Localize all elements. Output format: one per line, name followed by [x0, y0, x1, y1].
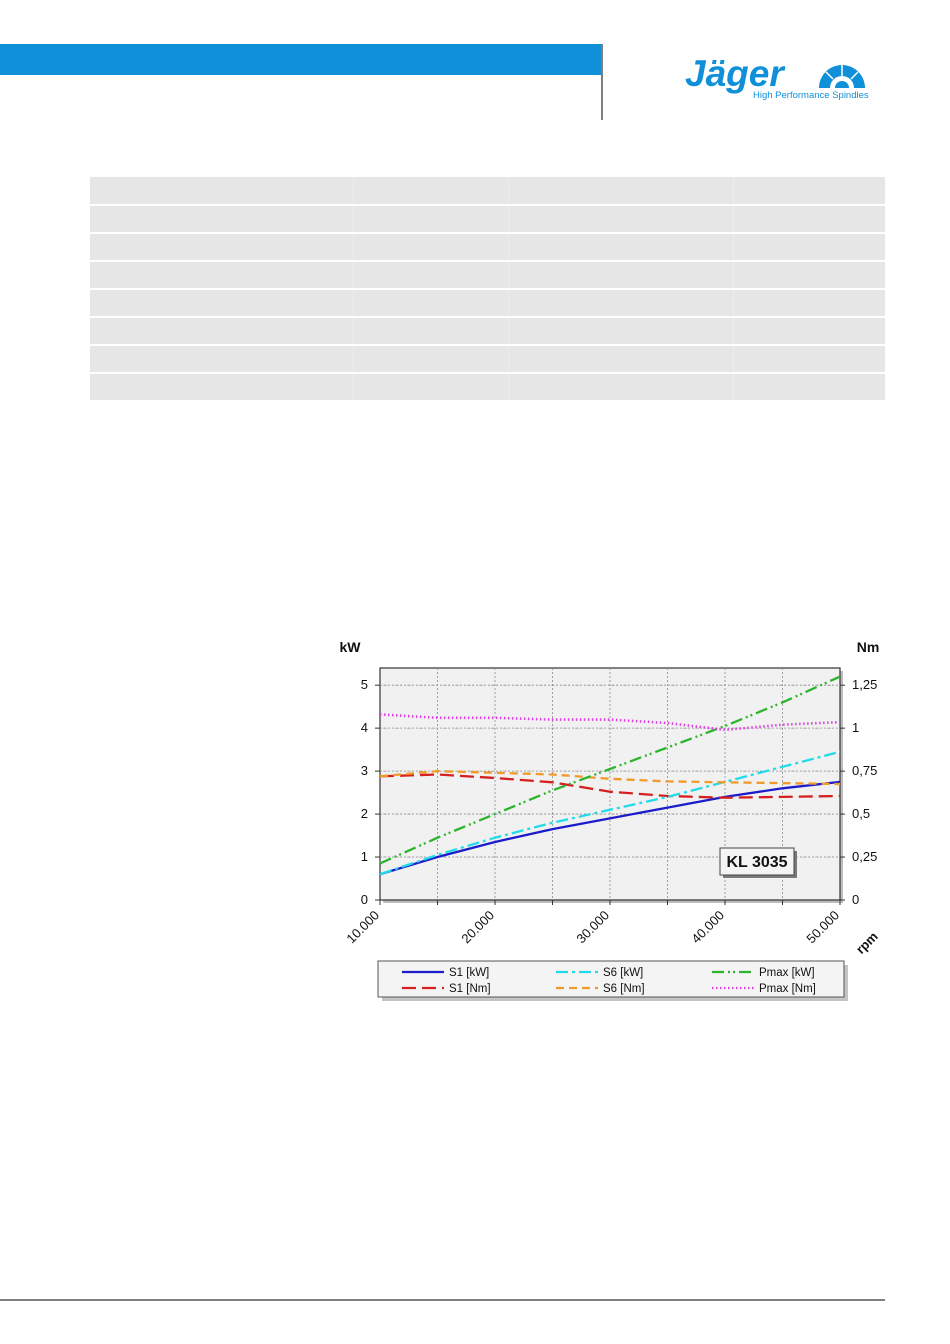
y-left-axis-label: kW	[339, 639, 361, 655]
y-right-tick-label: 1	[852, 720, 860, 736]
legend-label-s1-nm: S1 [Nm]	[449, 983, 491, 995]
y-left-tick-label: 3	[360, 763, 368, 779]
x-tick-label: 30.000	[573, 907, 613, 947]
spec-table-row-separator	[90, 232, 885, 234]
y-right-tick-label: 1,25	[852, 677, 878, 693]
x-tick-label: 10.000	[343, 907, 383, 947]
brand-name: Jäger	[685, 53, 784, 94]
x-tick-label: 20.000	[458, 907, 498, 947]
y-right-tick-label: 0,25	[852, 849, 878, 865]
legend-label-s6-kw: S6 [kW]	[603, 967, 644, 979]
y-right-tick-label: 0	[852, 892, 860, 907]
legend-label-s1-kw: S1 [kW]	[449, 967, 490, 979]
spec-table-row-separator	[90, 260, 885, 262]
x-tick-label: 50.000	[803, 907, 843, 947]
spindle-logo-icon	[819, 65, 865, 88]
spec-table-row-separator	[90, 316, 885, 318]
legend-label-s6-nm: S6 [Nm]	[603, 983, 645, 995]
y-right-axis-label: Nm	[856, 639, 880, 655]
y-left-tick-label: 0	[360, 892, 368, 907]
x-axis-unit-label: rpm	[852, 928, 881, 957]
spec-table-row-separator	[90, 204, 885, 206]
spec-table	[90, 177, 885, 400]
y-left-tick-label: 5	[360, 677, 368, 693]
y-right-tick-label: 0,5	[852, 806, 871, 822]
header-bar	[0, 44, 603, 75]
brand-tagline: High Performance Spindles	[753, 90, 869, 101]
performance-chart	[330, 630, 890, 1010]
y-left-tick-label: 1	[360, 849, 368, 865]
legend-label-pmax-nm: Pmax [Nm]	[759, 983, 816, 995]
y-right-tick-label: 0,75	[852, 763, 878, 779]
footer-line	[0, 1299, 885, 1301]
legend-label-pmax-kw: Pmax [kW]	[759, 967, 815, 979]
spec-table-row-separator	[90, 372, 885, 374]
y-left-tick-label: 2	[360, 806, 368, 822]
spec-table-row-separator	[90, 344, 885, 346]
brand-logo	[683, 52, 873, 104]
chart-badge-label: KL 3035	[726, 854, 788, 871]
y-left-tick-label: 4	[360, 720, 368, 736]
x-tick-label: 40.000	[688, 907, 728, 947]
spec-table-row-separator	[90, 288, 885, 290]
header-divider	[601, 44, 603, 120]
